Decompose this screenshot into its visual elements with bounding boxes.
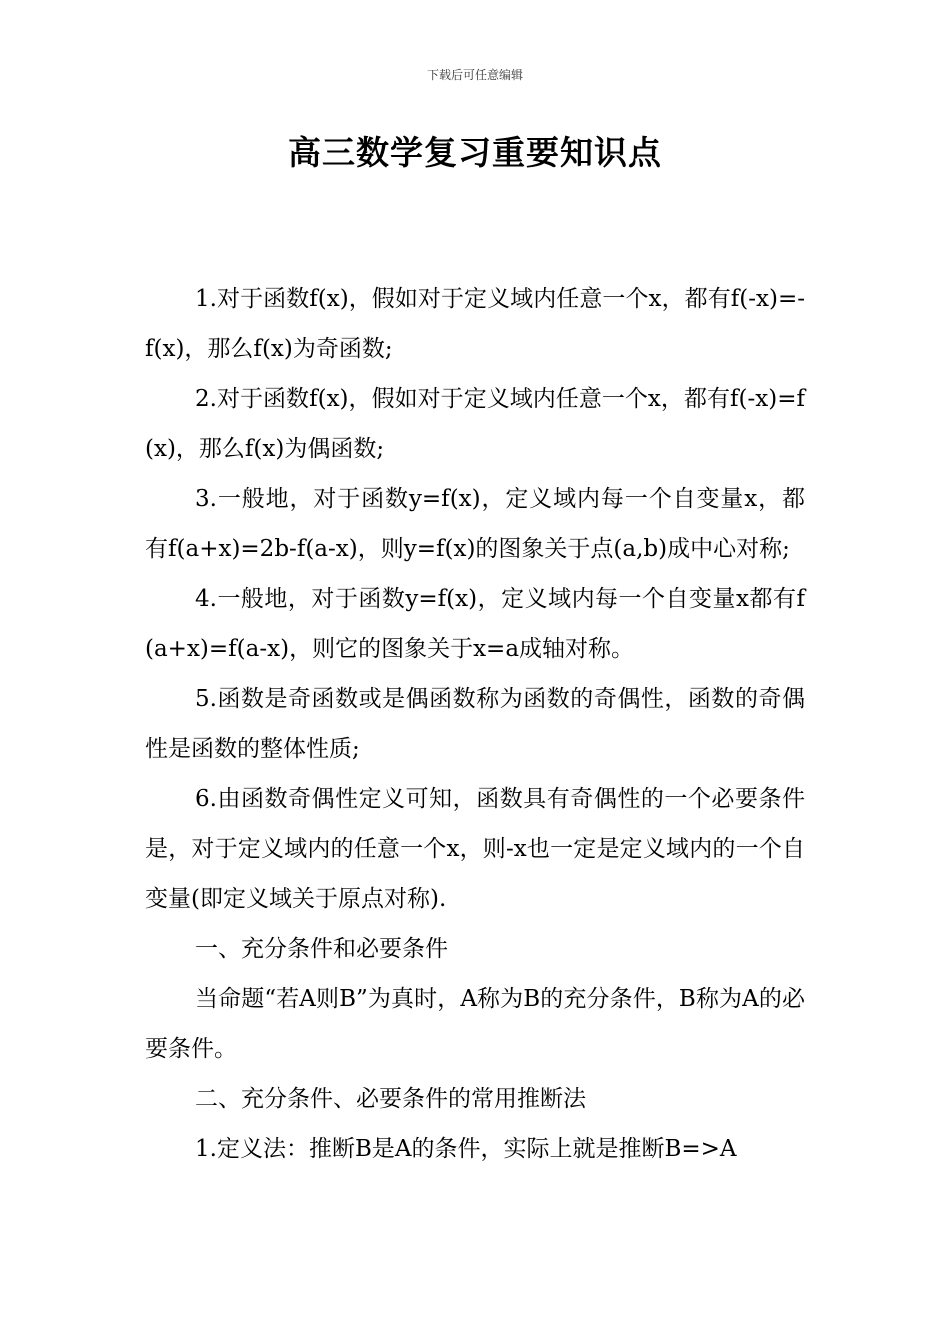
paragraph-even-function: 2.对于函数f(x)，假如对于定义域内任意一个x，都有f(-x)=f(x)，那么f(x)为偶函数; <box>145 386 805 462</box>
section-heading-judgment-methods: 二、充分条件、必要条件的常用推断法 <box>195 1086 586 1112</box>
paragraph-central-symmetry: 3.一般地，对于函数y=f(x)，定义域内每一个自变量x，都有f(a+x)=2b-f(a-x)，则y=f(x)的图象关于点(a,b)成中心对称; <box>145 486 805 562</box>
paragraph-parity-condition: 6.由函数奇偶性定义可知，函数具有奇偶性的一个必要条件是，对于定义域内的任意一个x，则-x也一定是定义域内的一个自变量(即定义域关于原点对称). <box>145 786 805 912</box>
paragraph-axial-symmetry: 4.一般地，对于函数y=f(x)，定义域内每一个自变量x都有f(a+x)=f(a-x)，则它的图象关于x=a成轴对称。 <box>145 586 805 662</box>
paragraph-definition-method: 1.定义法：推断B是A的条件，实际上就是推断B=>A <box>195 1136 737 1162</box>
paragraph-sufficient-necessary-definition: 当命题“若A则B”为真时，A称为B的充分条件，B称为A的必要条件。 <box>145 986 805 1062</box>
document-body <box>145 274 805 1174</box>
paragraph-parity-definition: 5.函数是奇函数或是偶函数称为函数的奇偶性，函数的奇偶性是函数的整体性质; <box>145 686 805 762</box>
header-note: 下载后可任意编辑 <box>426 68 523 82</box>
document-title: 高三数学复习重要知识点 <box>288 133 662 172</box>
section-heading-sufficient-necessary: 一、充分条件和必要条件 <box>195 936 448 962</box>
paragraph-odd-function: 1.对于函数f(x)，假如对于定义域内任意一个x，都有f(-x)=-f(x)，那么f(x)为奇函数; <box>145 286 805 362</box>
